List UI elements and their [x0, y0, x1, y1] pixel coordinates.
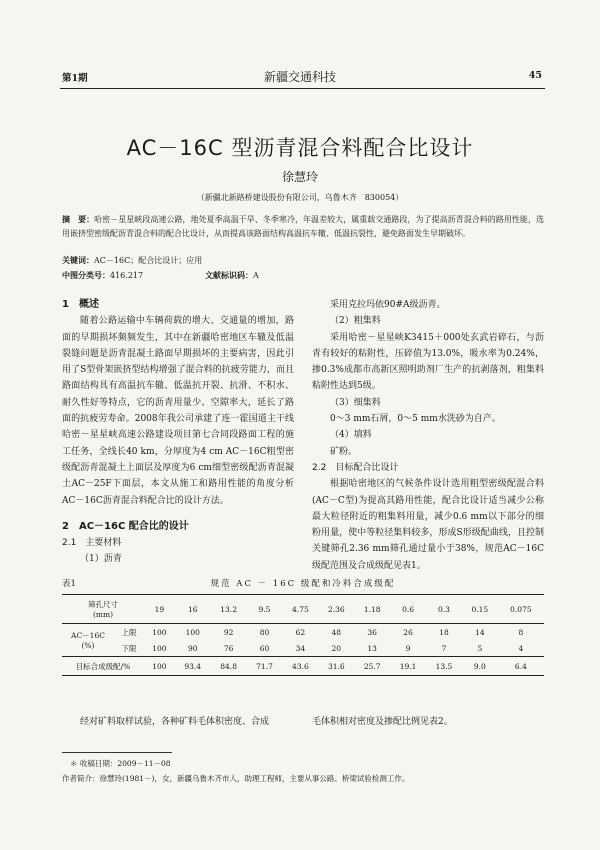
- coarse-aggregate-text: 采用哈密－星星峡K3415＋000处玄武岩碎石，与沥青有较好的粘附性，压碎值为13.0%，吸水率为0.24%，掺0.3%成都市高新区照明助剂厂生产的抗剥落剂，粗集料粘附性达到5级。: [312, 332, 544, 392]
- table-cell: 90: [187, 643, 198, 653]
- received-date: ＊ 收稿日期：2009－11－08: [70, 759, 171, 768]
- table-cell: 100: [185, 627, 200, 637]
- journal-name: 新疆交通科技: [263, 70, 336, 84]
- fine-aggregate-heading: （3）细集料: [330, 397, 381, 408]
- clc-number: [62, 270, 143, 281]
- footnote-rule: [62, 752, 172, 753]
- section-1-heading: 1 概述: [62, 299, 99, 310]
- abstract-label: 摘 要：: [62, 214, 95, 224]
- clc-text: 416.217: [110, 271, 144, 280]
- table-title: 规范 AC － 16C 级配和冷料合成级配: [210, 579, 396, 589]
- table-cell: 1.18: [354, 595, 390, 624]
- table-row-target: [62, 657, 544, 676]
- table-cell: 4.75: [282, 595, 318, 624]
- table-cell: 71.7: [247, 657, 283, 676]
- table-cell: 62: [295, 627, 306, 637]
- table-cell: 43.6: [282, 657, 318, 676]
- target-gradation-label: 目标合成级配/%: [62, 657, 144, 676]
- spec-label: AC－16C (%): [71, 631, 105, 650]
- upper-limit-label: 上限: [121, 627, 137, 637]
- table-cell: 34: [295, 643, 306, 653]
- table-cell: 13.5: [426, 657, 462, 676]
- filler-text: 矿粉。: [330, 446, 358, 457]
- coarse-aggregate-heading: （2）粗集料: [330, 316, 381, 327]
- table-cell: 100: [144, 657, 175, 676]
- keywords: [62, 255, 202, 266]
- filler-heading: （4）填料: [330, 430, 372, 441]
- table-cell: 5: [477, 643, 483, 653]
- table-cell: 16: [175, 595, 211, 624]
- keywords-label: 关键词：: [62, 255, 94, 265]
- section-2-heading: 2 AC－16C 配合比的设计: [62, 520, 189, 532]
- page-number: 45: [528, 70, 542, 81]
- doc-code: [205, 270, 259, 281]
- doc-code-label: 文献标识码：: [205, 270, 253, 280]
- affiliation: （新疆北新路桥建设股份有限公司，乌鲁木齐 830054）: [196, 193, 404, 202]
- table-cell: 93.4: [175, 657, 211, 676]
- fine-aggregate-text: 0～3 mm石屑，0～5 mm水洗砂为自产。: [330, 414, 501, 425]
- author-bio: 作者简介：徐慧玲(1981－)，女，新疆乌鲁木齐市人，助理工程师，主要从事公路、桥梁试验检测工作。: [62, 774, 410, 783]
- gradation-table: [62, 594, 544, 676]
- header-rule: [60, 88, 545, 89]
- table-cell: 8: [518, 627, 524, 637]
- table-cell: 4: [518, 643, 524, 653]
- abstract: [62, 212, 544, 241]
- table-row-upper: [62, 624, 544, 641]
- table-cell: 60: [259, 643, 270, 653]
- table-number: 表1: [62, 579, 76, 589]
- section-1-text: 随着公路运输中车辆荷载的增大、交通量的增加，路面的早期损坏频频发生，其中在新疆哈密地区车辙及低温裂缝问题是沥青混凝土路面早期损坏的主要病害，因此引用了S型骨架嵌挤型结构增强了混合料的抗疲劳能力，而且路面结构具有高温抗车辙、低温抗开裂、抗滑、不积水、耐久性好等特点，它的沥青用量少、空隙率大，延长了路面的抗疲劳寿命。2008年我公司承建了连一霍国道主干线哈密－星星峡高速公路建设项目第七合同段路面工程的施工任务，全线长40 km，分厚度为4 cm AC－16C粗型密级配沥青混凝土上面层及厚度为6 cm细型密级配沥青混凝土AC－25F下面层，本文从施工和路用性能的角度分析AC－16C沥青混合料配合比的设计方法。: [62, 316, 294, 506]
- section-2-1-heading: 2.1 主要材料: [62, 538, 122, 549]
- table-cell: 100: [152, 627, 167, 637]
- table-cell: 9.5: [247, 595, 283, 624]
- asphalt-text: 采用克拉玛依90#A级沥青。: [330, 300, 446, 310]
- table-cell: 7: [441, 643, 447, 653]
- lower-limit-label: 下限: [121, 643, 137, 653]
- issue-number: 第1期: [62, 73, 88, 84]
- section-2-2-heading: 2.2 目标配合比设计: [312, 462, 399, 473]
- doc-code-text: A: [253, 271, 259, 280]
- sieve-size-header: 筛孔尺寸 (mm): [62, 595, 144, 624]
- table-cell: 9: [405, 643, 411, 653]
- table-cell: 18: [439, 627, 449, 637]
- table-header-row: [62, 595, 544, 624]
- clc-label: 中图分类号：: [62, 270, 110, 280]
- table-cell: 13: [367, 643, 377, 653]
- table-cell: 6.4: [498, 657, 544, 676]
- table-cell: 48: [331, 627, 342, 637]
- table-cell: 0.075: [498, 595, 544, 624]
- table-cell: 0.6: [390, 595, 426, 624]
- keywords-text: AC－16C；配合比设计；应用: [94, 256, 203, 265]
- table-cell: 20: [331, 643, 342, 653]
- table-cell: 100: [152, 643, 167, 653]
- table-cell: 31.6: [318, 657, 354, 676]
- table-cell: 25.7: [354, 657, 390, 676]
- right-column: [312, 297, 544, 574]
- table-cell: 2.36: [318, 595, 354, 624]
- author-name: 徐慧玲: [281, 170, 318, 184]
- table-cell: 0.15: [462, 595, 498, 624]
- asphalt-item-heading: （1）沥青: [80, 554, 122, 565]
- table-cell: 9.0: [462, 657, 498, 676]
- table-row-lower: [62, 640, 544, 657]
- table-cell: 76: [223, 643, 234, 653]
- table-cell: 80: [259, 627, 270, 637]
- after-table-left: 经对矿料取样试验，各种矿料毛体积密度、合成: [80, 717, 270, 727]
- section-2-2-text: 根据哈密地区的气候条件设计选用粗型密级配混合料(AC－C型)为提高其路用性能，配合比设计适当减少公称最大粒径附近的粗集料用量，减少0.6 mm以下部分的细粉用量，使中等粒径集料较多，形成S形级配曲线，且控制关键筛孔2.36 mm筛孔通过量小于38%，规范AC－16C级配范围及合成级配见表1。: [312, 479, 544, 571]
- after-table-right: 毛体积相对密度及掺配比例见表2。: [312, 717, 453, 727]
- table-cell: 0.3: [426, 595, 462, 624]
- table-cell: 36: [367, 627, 377, 637]
- table-cell: 14: [475, 627, 485, 637]
- table-cell: 92: [223, 627, 234, 637]
- table-cell: 13.2: [211, 595, 247, 624]
- table-cell: 19.1: [390, 657, 426, 676]
- table-cell: 19: [144, 595, 175, 624]
- table-cell: 26: [403, 627, 413, 637]
- table-cell: 84.8: [211, 657, 247, 676]
- left-column: [62, 297, 294, 568]
- paper-title: AC－16C 型沥青混合料配合比设计: [126, 136, 474, 160]
- abstract-text: 哈密－星星峡段高速公路，地处夏季高温干旱、冬季寒冷，年温差较大，属重载交通路段，为了提高沥青混合料的路用性能，选用嵌挤型密级配沥青混合料的配合比设计，从而提高该路面结构高温抗车辙、低温抗裂性，避免路面发生早期破坏。: [62, 215, 544, 238]
